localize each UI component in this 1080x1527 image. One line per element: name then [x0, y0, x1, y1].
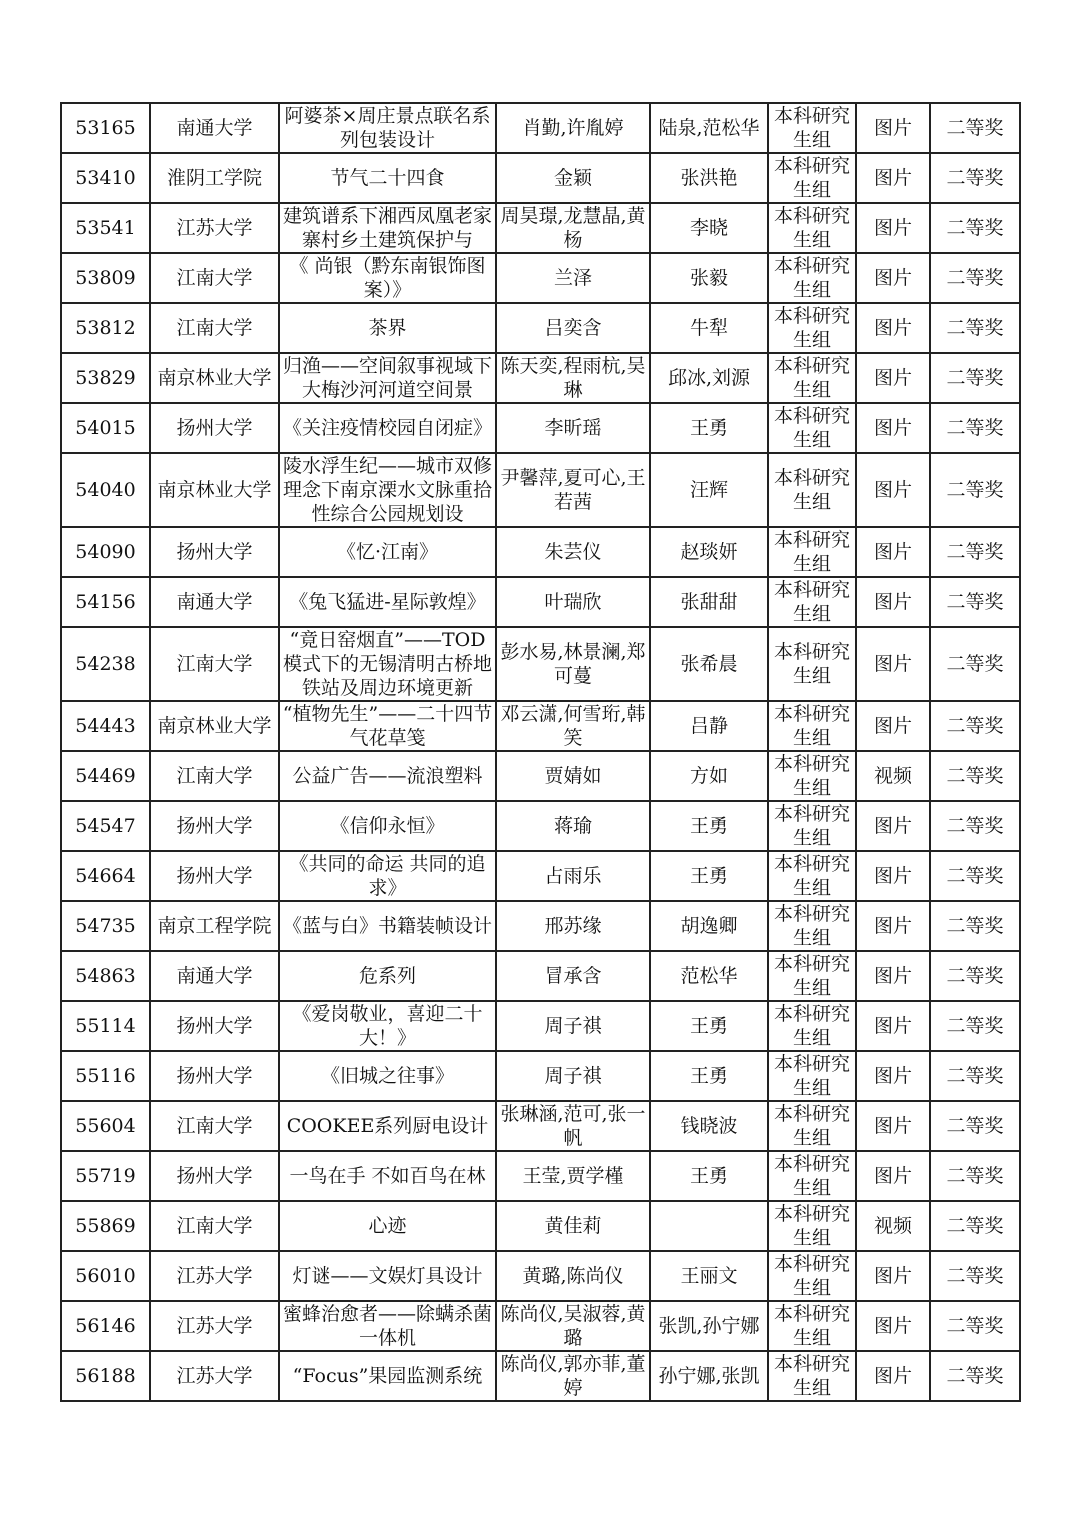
- work-type-cell: 图片: [856, 1051, 930, 1101]
- work-title-cell: 危系列: [279, 951, 496, 1001]
- authors-cell: 李昕瑶: [496, 403, 650, 453]
- school-name-cell: 扬州大学: [150, 527, 279, 577]
- award-level-cell: 二等奖: [930, 1351, 1020, 1401]
- table-row: [61, 1201, 1020, 1251]
- authors-cell: 张琳涵,范可,张一帆: [496, 1101, 650, 1151]
- table-row: [61, 203, 1020, 253]
- advisor-cell: 王勇: [650, 1001, 768, 1051]
- work-title-cell: 一鸟在手 不如百鸟在林: [279, 1151, 496, 1201]
- award-level-cell: 二等奖: [930, 527, 1020, 577]
- advisor-cell: 陆泉,范松华: [650, 103, 768, 153]
- group-category-cell: 本科研究生组: [768, 951, 856, 1001]
- award-level-cell: 二等奖: [930, 951, 1020, 1001]
- school-name-cell: 江苏大学: [150, 1301, 279, 1351]
- group-category-cell: 本科研究生组: [768, 751, 856, 801]
- advisor-cell: 王丽文: [650, 1251, 768, 1301]
- group-category-cell: 本科研究生组: [768, 1151, 856, 1201]
- work-title-cell: 《信仰永恒》: [279, 801, 496, 851]
- group-category-cell: 本科研究生组: [768, 701, 856, 751]
- award-level-cell: 二等奖: [930, 901, 1020, 951]
- group-category-cell: 本科研究生组: [768, 1051, 856, 1101]
- authors-cell: 金颖: [496, 153, 650, 203]
- group-category-cell: 本科研究生组: [768, 453, 856, 527]
- work-title-cell: 《 尚银（黔东南银饰图案）》: [279, 253, 496, 303]
- table-row: [61, 527, 1020, 577]
- school-name-cell: 南京林业大学: [150, 701, 279, 751]
- group-category-cell: 本科研究生组: [768, 1351, 856, 1401]
- awards-table-body: [61, 103, 1020, 1401]
- work-type-cell: 视频: [856, 1201, 930, 1251]
- advisor-cell: 张洪艳: [650, 153, 768, 203]
- entry-id-cell: 54664: [61, 851, 150, 901]
- award-level-cell: 二等奖: [930, 1101, 1020, 1151]
- advisor-cell: 王勇: [650, 1151, 768, 1201]
- school-name-cell: 江苏大学: [150, 203, 279, 253]
- advisor-cell: 范松华: [650, 951, 768, 1001]
- school-name-cell: 江南大学: [150, 303, 279, 353]
- work-type-cell: 图片: [856, 1301, 930, 1351]
- entry-id-cell: 55116: [61, 1051, 150, 1101]
- work-title-cell: 茶界: [279, 303, 496, 353]
- advisor-cell: 张希晨: [650, 627, 768, 701]
- award-level-cell: 二等奖: [930, 1001, 1020, 1051]
- work-title-cell: 《旧城之往事》: [279, 1051, 496, 1101]
- work-title-cell: 蜜蜂治愈者——除螨杀菌一体机: [279, 1301, 496, 1351]
- award-level-cell: 二等奖: [930, 1301, 1020, 1351]
- award-level-cell: 二等奖: [930, 403, 1020, 453]
- school-name-cell: 南通大学: [150, 951, 279, 1001]
- work-type-cell: 图片: [856, 453, 930, 527]
- school-name-cell: 江南大学: [150, 627, 279, 701]
- authors-cell: 尹馨萍,夏可心,王若茜: [496, 453, 650, 527]
- school-name-cell: 南京林业大学: [150, 353, 279, 403]
- entry-id-cell: 54040: [61, 453, 150, 527]
- work-title-cell: 《共同的命运 共同的追求》: [279, 851, 496, 901]
- advisor-cell: 张甜甜: [650, 577, 768, 627]
- entry-id-cell: 55604: [61, 1101, 150, 1151]
- authors-cell: 周子祺: [496, 1051, 650, 1101]
- authors-cell: 陈天奕,程雨杭,吴琳: [496, 353, 650, 403]
- table-row: [61, 1101, 1020, 1151]
- entry-id-cell: 54443: [61, 701, 150, 751]
- school-name-cell: 南京工程学院: [150, 901, 279, 951]
- work-title-cell: 节气二十四食: [279, 153, 496, 203]
- table-row: [61, 627, 1020, 701]
- entry-id-cell: 54735: [61, 901, 150, 951]
- work-title-cell: 心迹: [279, 1201, 496, 1251]
- table-row: [61, 1151, 1020, 1201]
- advisor-cell: 邱冰,刘源: [650, 353, 768, 403]
- award-level-cell: 二等奖: [930, 1051, 1020, 1101]
- work-title-cell: 《关注疫情校园自闭症》: [279, 403, 496, 453]
- group-category-cell: 本科研究生组: [768, 901, 856, 951]
- work-type-cell: 图片: [856, 153, 930, 203]
- entry-id-cell: 56188: [61, 1351, 150, 1401]
- work-type-cell: 图片: [856, 627, 930, 701]
- work-title-cell: 公益广告——流浪塑料: [279, 751, 496, 801]
- work-type-cell: 图片: [856, 103, 930, 153]
- authors-cell: 占雨乐: [496, 851, 650, 901]
- group-category-cell: 本科研究生组: [768, 253, 856, 303]
- award-level-cell: 二等奖: [930, 353, 1020, 403]
- award-level-cell: 二等奖: [930, 1201, 1020, 1251]
- school-name-cell: 江南大学: [150, 253, 279, 303]
- work-type-cell: 图片: [856, 1251, 930, 1301]
- group-category-cell: 本科研究生组: [768, 1251, 856, 1301]
- work-type-cell: 图片: [856, 1001, 930, 1051]
- group-category-cell: 本科研究生组: [768, 1101, 856, 1151]
- group-category-cell: 本科研究生组: [768, 1301, 856, 1351]
- school-name-cell: 南京林业大学: [150, 453, 279, 527]
- table-row: [61, 303, 1020, 353]
- school-name-cell: 扬州大学: [150, 801, 279, 851]
- table-row: [61, 1051, 1020, 1101]
- authors-cell: 冒承含: [496, 951, 650, 1001]
- work-type-cell: 图片: [856, 851, 930, 901]
- authors-cell: 贾婧如: [496, 751, 650, 801]
- work-type-cell: 图片: [856, 253, 930, 303]
- group-category-cell: 本科研究生组: [768, 303, 856, 353]
- work-type-cell: 图片: [856, 1351, 930, 1401]
- table-row: [61, 153, 1020, 203]
- work-title-cell: 《兔飞猛进-星际敦煌》: [279, 577, 496, 627]
- table-row: [61, 1251, 1020, 1301]
- advisor-cell: [650, 1201, 768, 1251]
- table-row: [61, 1001, 1020, 1051]
- award-level-cell: 二等奖: [930, 627, 1020, 701]
- work-title-cell: “竟日窑烟直”——TOD模式下的无锡清明古桥地铁站及周边环境更新: [279, 627, 496, 701]
- authors-cell: 彭水易,林景澜,郑可蔓: [496, 627, 650, 701]
- award-level-cell: 二等奖: [930, 303, 1020, 353]
- table-row: [61, 353, 1020, 403]
- group-category-cell: 本科研究生组: [768, 103, 856, 153]
- work-title-cell: 《忆·江南》: [279, 527, 496, 577]
- work-title-cell: COOKEE系列厨电设计: [279, 1101, 496, 1151]
- entry-id-cell: 53829: [61, 353, 150, 403]
- school-name-cell: 扬州大学: [150, 1051, 279, 1101]
- table-row: [61, 1301, 1020, 1351]
- advisor-cell: 王勇: [650, 801, 768, 851]
- school-name-cell: 扬州大学: [150, 1151, 279, 1201]
- authors-cell: 叶瑞欣: [496, 577, 650, 627]
- advisor-cell: 方如: [650, 751, 768, 801]
- school-name-cell: 南通大学: [150, 577, 279, 627]
- table-row: [61, 901, 1020, 951]
- table-row: [61, 751, 1020, 801]
- entry-id-cell: 54547: [61, 801, 150, 851]
- table-row: [61, 103, 1020, 153]
- authors-cell: 周子祺: [496, 1001, 650, 1051]
- group-category-cell: 本科研究生组: [768, 577, 856, 627]
- advisor-cell: 张凯,孙宁娜: [650, 1301, 768, 1351]
- authors-cell: 陈尚仪,吴淑蓉,黄璐: [496, 1301, 650, 1351]
- work-type-cell: 图片: [856, 1151, 930, 1201]
- award-level-cell: 二等奖: [930, 701, 1020, 751]
- work-title-cell: 《爱岗敬业，喜迎二十大！》: [279, 1001, 496, 1051]
- award-level-cell: 二等奖: [930, 1151, 1020, 1201]
- school-name-cell: 扬州大学: [150, 1001, 279, 1051]
- entry-id-cell: 54015: [61, 403, 150, 453]
- table-row: [61, 701, 1020, 751]
- work-title-cell: 归渔——空间叙事视域下大梅沙河河道空间景: [279, 353, 496, 403]
- work-title-cell: “Focus”果园监测系统: [279, 1351, 496, 1401]
- entry-id-cell: 54863: [61, 951, 150, 1001]
- entry-id-cell: 56010: [61, 1251, 150, 1301]
- work-type-cell: 图片: [856, 1101, 930, 1151]
- work-type-cell: 图片: [856, 353, 930, 403]
- work-type-cell: 图片: [856, 577, 930, 627]
- group-category-cell: 本科研究生组: [768, 203, 856, 253]
- table-row: [61, 951, 1020, 1001]
- awards-table: [60, 102, 1021, 1402]
- advisor-cell: 汪辉: [650, 453, 768, 527]
- entry-id-cell: 54156: [61, 577, 150, 627]
- authors-cell: 黄璐,陈尚仪: [496, 1251, 650, 1301]
- authors-cell: 王莹,贾学槿: [496, 1151, 650, 1201]
- authors-cell: 陈尚仪,郭亦菲,董婷: [496, 1351, 650, 1401]
- group-category-cell: 本科研究生组: [768, 627, 856, 701]
- advisor-cell: 张毅: [650, 253, 768, 303]
- entry-id-cell: 53165: [61, 103, 150, 153]
- school-name-cell: 江南大学: [150, 751, 279, 801]
- table-row: [61, 1351, 1020, 1401]
- entry-id-cell: 55719: [61, 1151, 150, 1201]
- table-row: [61, 453, 1020, 527]
- authors-cell: 邢苏缘: [496, 901, 650, 951]
- group-category-cell: 本科研究生组: [768, 851, 856, 901]
- authors-cell: 邓云潇,何雪珩,韩笑: [496, 701, 650, 751]
- award-level-cell: 二等奖: [930, 153, 1020, 203]
- table-row: [61, 801, 1020, 851]
- entry-id-cell: 54238: [61, 627, 150, 701]
- school-name-cell: 江南大学: [150, 1201, 279, 1251]
- award-level-cell: 二等奖: [930, 751, 1020, 801]
- entry-id-cell: 53541: [61, 203, 150, 253]
- school-name-cell: 江苏大学: [150, 1351, 279, 1401]
- award-level-cell: 二等奖: [930, 577, 1020, 627]
- group-category-cell: 本科研究生组: [768, 1201, 856, 1251]
- entry-id-cell: 54090: [61, 527, 150, 577]
- entry-id-cell: 53809: [61, 253, 150, 303]
- work-title-cell: “植物先生”——二十四节气花草笺: [279, 701, 496, 751]
- group-category-cell: 本科研究生组: [768, 1001, 856, 1051]
- group-category-cell: 本科研究生组: [768, 527, 856, 577]
- group-category-cell: 本科研究生组: [768, 801, 856, 851]
- award-level-cell: 二等奖: [930, 801, 1020, 851]
- award-level-cell: 二等奖: [930, 453, 1020, 527]
- work-title-cell: 阿婆茶×周庄景点联名系列包装设计: [279, 103, 496, 153]
- group-category-cell: 本科研究生组: [768, 353, 856, 403]
- authors-cell: 兰泽: [496, 253, 650, 303]
- work-type-cell: 图片: [856, 203, 930, 253]
- school-name-cell: 扬州大学: [150, 403, 279, 453]
- award-level-cell: 二等奖: [930, 103, 1020, 153]
- work-type-cell: 图片: [856, 801, 930, 851]
- work-title-cell: 《蓝与白》书籍装帧设计: [279, 901, 496, 951]
- entry-id-cell: 55114: [61, 1001, 150, 1051]
- award-level-cell: 二等奖: [930, 203, 1020, 253]
- advisor-cell: 牛犁: [650, 303, 768, 353]
- entry-id-cell: 55869: [61, 1201, 150, 1251]
- work-type-cell: 图片: [856, 951, 930, 1001]
- authors-cell: 吕奕含: [496, 303, 650, 353]
- authors-cell: 周昊璟,龙慧晶,黄杨: [496, 203, 650, 253]
- work-type-cell: 图片: [856, 527, 930, 577]
- work-type-cell: 图片: [856, 303, 930, 353]
- work-type-cell: 图片: [856, 901, 930, 951]
- entry-id-cell: 53812: [61, 303, 150, 353]
- school-name-cell: 淮阴工学院: [150, 153, 279, 203]
- work-title-cell: 灯谜——文娱灯具设计: [279, 1251, 496, 1301]
- school-name-cell: 扬州大学: [150, 851, 279, 901]
- group-category-cell: 本科研究生组: [768, 403, 856, 453]
- table-row: [61, 403, 1020, 453]
- school-name-cell: 江南大学: [150, 1101, 279, 1151]
- table-row: [61, 253, 1020, 303]
- advisor-cell: 吕静: [650, 701, 768, 751]
- advisor-cell: 胡逸卿: [650, 901, 768, 951]
- table-row: [61, 851, 1020, 901]
- work-title-cell: 建筑谱系下湘西凤凰老家寨村乡土建筑保护与: [279, 203, 496, 253]
- entry-id-cell: 54469: [61, 751, 150, 801]
- authors-cell: 肖勤,许胤婷: [496, 103, 650, 153]
- advisor-cell: 王勇: [650, 851, 768, 901]
- table-row: [61, 577, 1020, 627]
- school-name-cell: 南通大学: [150, 103, 279, 153]
- advisor-cell: 赵琰妍: [650, 527, 768, 577]
- entry-id-cell: 53410: [61, 153, 150, 203]
- work-title-cell: 陵水浮生纪——城市双修理念下南京溧水文脉重拾性综合公园规划设: [279, 453, 496, 527]
- work-type-cell: 图片: [856, 701, 930, 751]
- group-category-cell: 本科研究生组: [768, 153, 856, 203]
- advisor-cell: 孙宁娜,张凯: [650, 1351, 768, 1401]
- award-level-cell: 二等奖: [930, 253, 1020, 303]
- school-name-cell: 江苏大学: [150, 1251, 279, 1301]
- work-type-cell: 图片: [856, 403, 930, 453]
- award-level-cell: 二等奖: [930, 851, 1020, 901]
- advisor-cell: 李晓: [650, 203, 768, 253]
- entry-id-cell: 56146: [61, 1301, 150, 1351]
- authors-cell: 蒋瑜: [496, 801, 650, 851]
- work-type-cell: 视频: [856, 751, 930, 801]
- award-level-cell: 二等奖: [930, 1251, 1020, 1301]
- advisor-cell: 王勇: [650, 1051, 768, 1101]
- authors-cell: 朱芸仪: [496, 527, 650, 577]
- authors-cell: 黄佳莉: [496, 1201, 650, 1251]
- advisor-cell: 钱晓波: [650, 1101, 768, 1151]
- advisor-cell: 王勇: [650, 403, 768, 453]
